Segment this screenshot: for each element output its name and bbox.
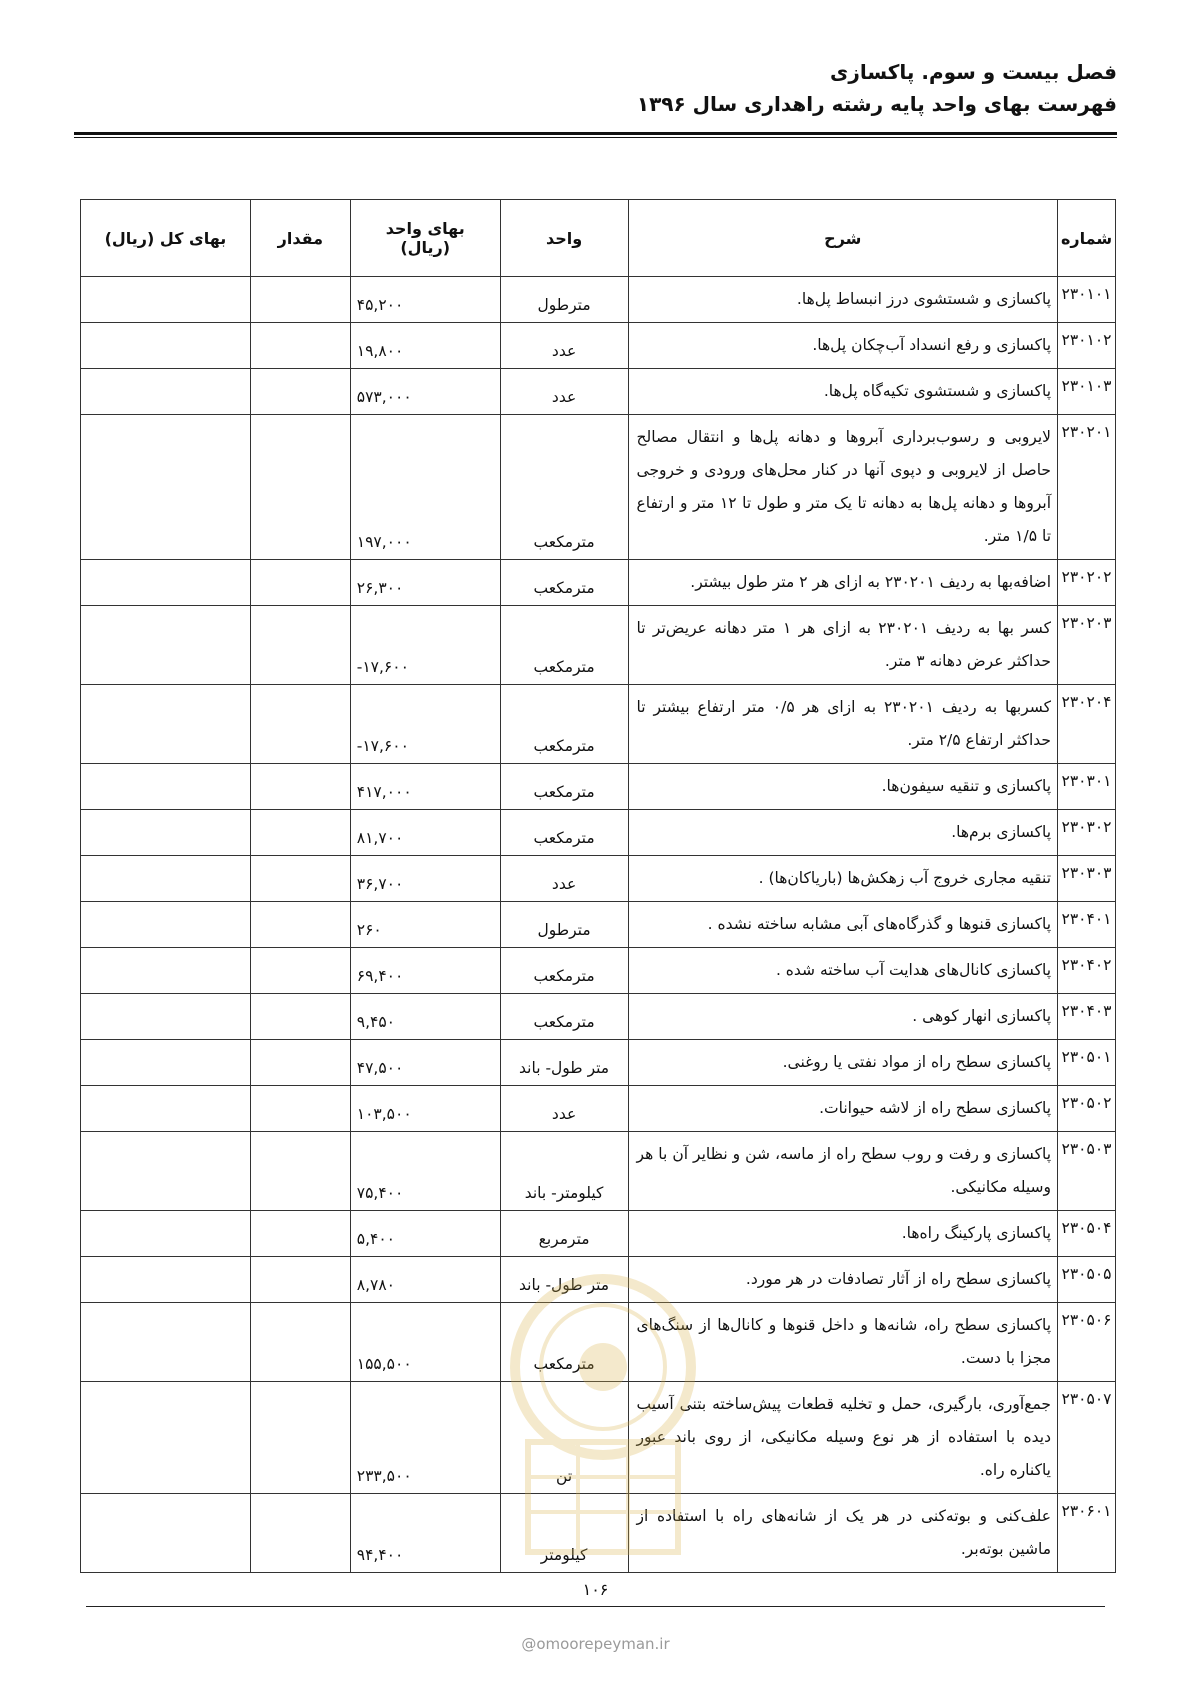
row-quantity <box>250 1494 350 1573</box>
row-code: ۲۳۰۵۰۲ <box>1058 1086 1116 1132</box>
header-unit: واحد <box>500 200 628 277</box>
row-unit: مترمکعب <box>500 810 628 856</box>
row-total-price <box>81 606 251 685</box>
row-unit: مترمکعب <box>500 560 628 606</box>
table-row <box>81 902 1116 948</box>
row-total-price <box>81 902 251 948</box>
row-code: ۲۳۰۵۰۵ <box>1058 1257 1116 1303</box>
row-code: ۲۳۰۵۰۴ <box>1058 1211 1116 1257</box>
row-unit-price: ۲۶۰ <box>350 902 500 948</box>
row-total-price <box>81 1086 251 1132</box>
row-quantity <box>250 1303 350 1382</box>
row-unit: عدد <box>500 369 628 415</box>
row-code: ۲۳۰۲۰۲ <box>1058 560 1116 606</box>
row-unit: مترمکعب <box>500 606 628 685</box>
row-total-price <box>81 1494 251 1573</box>
row-unit: مترمکعب <box>500 994 628 1040</box>
row-total-price <box>81 948 251 994</box>
row-unit: مترمکعب <box>500 1303 628 1382</box>
row-description: پاکسازی انهار کوهی . <box>628 994 1057 1040</box>
row-unit-price: -۱۷,۶۰۰ <box>350 685 500 764</box>
row-code: ۲۳۰۵۰۶ <box>1058 1303 1116 1382</box>
row-unit-price: ۵,۴۰۰ <box>350 1211 500 1257</box>
row-quantity <box>250 1086 350 1132</box>
row-code: ۲۳۰۱۰۳ <box>1058 369 1116 415</box>
row-unit: مترمربع <box>500 1211 628 1257</box>
table-row <box>81 856 1116 902</box>
row-unit-price: ۴۵,۲۰۰ <box>350 277 500 323</box>
row-description: پاکسازی سطح راه از آثار تصادفات در هر مورد. <box>628 1257 1057 1303</box>
row-total-price <box>81 1211 251 1257</box>
row-unit-price: ۶۹,۴۰۰ <box>350 948 500 994</box>
row-unit-price: ۱۰۳,۵۰۰ <box>350 1086 500 1132</box>
row-code: ۲۳۰۲۰۳ <box>1058 606 1116 685</box>
row-total-price <box>81 1040 251 1086</box>
row-description: پاکسازی سطح راه از مواد نفتی یا روغنی. <box>628 1040 1057 1086</box>
row-unit-price: ۴۷,۵۰۰ <box>350 1040 500 1086</box>
row-unit: مترمکعب <box>500 764 628 810</box>
table-row <box>81 1303 1116 1382</box>
header-rule-thin <box>74 137 1117 138</box>
row-unit-price: ۸,۷۸۰ <box>350 1257 500 1303</box>
row-description: کسر بها به ردیف ۲۳۰۲۰۱ به ازای هر ۱ متر دهانه عریض‌تر تا حداکثر عرض دهانه ۳ متر. <box>628 606 1057 685</box>
row-description: اضافه‌بها به ردیف ۲۳۰۲۰۱ به ازای هر ۲ متر طول بیشتر. <box>628 560 1057 606</box>
row-unit-price: ۷۵,۴۰۰ <box>350 1132 500 1211</box>
row-unit: مترمکعب <box>500 948 628 994</box>
row-unit: مترطول <box>500 277 628 323</box>
row-quantity <box>250 1211 350 1257</box>
table-row <box>81 948 1116 994</box>
row-unit-price: ۲۳۳,۵۰۰ <box>350 1382 500 1494</box>
row-description: پاکسازی برم‌ها. <box>628 810 1057 856</box>
row-unit: تن <box>500 1382 628 1494</box>
row-code: ۲۳۰۴۰۳ <box>1058 994 1116 1040</box>
row-code: ۲۳۰۵۰۳ <box>1058 1132 1116 1211</box>
row-quantity <box>250 277 350 323</box>
document-subtitle: فهرست بهای واحد پایه رشته راهداری سال ۱۳۹۶ <box>636 92 1117 116</box>
table-row <box>81 994 1116 1040</box>
table-row <box>81 810 1116 856</box>
table-row <box>81 277 1116 323</box>
row-unit: مترطول <box>500 902 628 948</box>
header-description: شرح <box>628 200 1057 277</box>
row-unit-price: ۳۶,۷۰۰ <box>350 856 500 902</box>
row-unit-price: ۹,۴۵۰ <box>350 994 500 1040</box>
row-description: لایروبی و رسوب‌برداری آبروها و دهانه پل‌ها و انتقال مصالح حاصل از لایروبی و دپوی آنها در کنار محل‌های ورودی و خروجی آبروها و دهانه پل‌ها به دهانه تا یک متر و طول تا ۱۲ متر و ارتفاع تا ۱/۵ متر. <box>628 415 1057 560</box>
row-unit: متر طول- باند <box>500 1257 628 1303</box>
table-row <box>81 369 1116 415</box>
row-unit: مترمکعب <box>500 415 628 560</box>
header-unit-price <box>350 200 500 277</box>
row-code: ۲۳۰۳۰۱ <box>1058 764 1116 810</box>
header-code: شماره <box>1058 200 1116 277</box>
row-total-price <box>81 1303 251 1382</box>
row-unit-price: ۴۱۷,۰۰۰ <box>350 764 500 810</box>
row-total-price <box>81 994 251 1040</box>
table-row <box>81 1086 1116 1132</box>
row-code: ۲۳۰۲۰۴ <box>1058 685 1116 764</box>
row-quantity <box>250 856 350 902</box>
row-quantity <box>250 810 350 856</box>
row-description: پاکسازی و رفع انسداد آب‌چکان پل‌ها. <box>628 323 1057 369</box>
row-total-price <box>81 1382 251 1494</box>
table-row <box>81 1257 1116 1303</box>
table-row <box>81 1382 1116 1494</box>
row-code: ۲۳۰۱۰۱ <box>1058 277 1116 323</box>
row-unit: متر طول- باند <box>500 1040 628 1086</box>
row-description: پاکسازی سطح راه، شانه‌ها و داخل قنوها و کانال‌ها از سنگ‌های مجزا با دست. <box>628 1303 1057 1382</box>
row-unit: عدد <box>500 1086 628 1132</box>
row-quantity <box>250 415 350 560</box>
table-body <box>81 277 1116 1573</box>
row-total-price <box>81 415 251 560</box>
row-total-price <box>81 1257 251 1303</box>
row-quantity <box>250 1040 350 1086</box>
price-list-table <box>80 199 1116 1573</box>
row-description: تنقیه مجاری خروج آب زهکش‌ها (باریاکان‌ها) . <box>628 856 1057 902</box>
table-row <box>81 560 1116 606</box>
row-unit-price: ۹۴,۴۰۰ <box>350 1494 500 1573</box>
header-unit-price-line1: بهای واحد <box>385 219 465 238</box>
row-unit: مترمکعب <box>500 685 628 764</box>
row-description: علف‌کنی و بوته‌کنی در هر یک از شانه‌های راه با استفاده از ماشین بوته‌بر. <box>628 1494 1057 1573</box>
header-unit-price-line2: (ریال) <box>400 238 451 257</box>
table-header-row <box>81 200 1116 277</box>
row-code: ۲۳۰۳۰۲ <box>1058 810 1116 856</box>
page-number: ۱۰۶ <box>582 1580 609 1599</box>
row-total-price <box>81 323 251 369</box>
page-header <box>74 60 1117 116</box>
row-total-price <box>81 277 251 323</box>
table-row <box>81 1494 1116 1573</box>
row-description: پاکسازی سطح راه از لاشه حیوانات. <box>628 1086 1057 1132</box>
header-quantity: مقدار <box>250 200 350 277</box>
row-description: پاکسازی پارکینگ راه‌ها. <box>628 1211 1057 1257</box>
row-code: ۲۳۰۴۰۲ <box>1058 948 1116 994</box>
row-unit: عدد <box>500 856 628 902</box>
row-quantity <box>250 1382 350 1494</box>
row-unit-price: ۱۹۷,۰۰۰ <box>350 415 500 560</box>
row-unit-price: ۱۵۵,۵۰۰ <box>350 1303 500 1382</box>
header-rule-thick <box>74 132 1117 135</box>
table-row <box>81 685 1116 764</box>
row-description: پاکسازی و رفت و روب سطح راه از ماسه، شن و نظایر آن با هر وسیله مکانیکی. <box>628 1132 1057 1211</box>
row-description: جمع‌آوری، بارگیری، حمل و تخلیه قطعات پیش‌ساخته بتنی آسیب دیده با استفاده از هر نوع وسیله مکانیکی، از روی باند عبور یاکناره راه. <box>628 1382 1057 1494</box>
row-total-price <box>81 764 251 810</box>
row-quantity <box>250 685 350 764</box>
row-code: ۲۳۰۲۰۱ <box>1058 415 1116 560</box>
row-description: کسربها به ردیف ۲۳۰۲۰۱ به ازای هر ۰/۵ متر ارتفاع بیشتر تا حداکثر ارتفاع ۲/۵ متر. <box>628 685 1057 764</box>
chapter-title: فصل بیست و سوم. پاکسازی <box>830 60 1117 84</box>
table-row <box>81 1040 1116 1086</box>
row-total-price <box>81 810 251 856</box>
row-unit: کیلومتر <box>500 1494 628 1573</box>
row-quantity <box>250 1132 350 1211</box>
table-row <box>81 415 1116 560</box>
row-quantity <box>250 902 350 948</box>
row-quantity <box>250 369 350 415</box>
row-unit-price: ۲۶,۳۰۰ <box>350 560 500 606</box>
row-code: ۲۳۰۴۰۱ <box>1058 902 1116 948</box>
row-total-price <box>81 685 251 764</box>
table-row <box>81 1132 1116 1211</box>
row-description: پاکسازی و تنقیه سیفون‌ها. <box>628 764 1057 810</box>
footer-rule <box>86 1606 1105 1607</box>
table-row <box>81 606 1116 685</box>
row-quantity <box>250 948 350 994</box>
row-total-price <box>81 369 251 415</box>
row-code: ۲۳۰۳۰۳ <box>1058 856 1116 902</box>
row-total-price <box>81 560 251 606</box>
row-description: پاکسازی قنوها و گذرگاه‌های آبی مشابه ساخته نشده . <box>628 902 1057 948</box>
row-unit-price: ۵۷۳,۰۰۰ <box>350 369 500 415</box>
row-quantity <box>250 1257 350 1303</box>
row-quantity <box>250 764 350 810</box>
row-total-price <box>81 1132 251 1211</box>
row-code: ۲۳۰۱۰۲ <box>1058 323 1116 369</box>
row-total-price <box>81 856 251 902</box>
row-unit-price: -۱۷,۶۰۰ <box>350 606 500 685</box>
table-row <box>81 764 1116 810</box>
row-unit-price: ۸۱,۷۰۰ <box>350 810 500 856</box>
table-row <box>81 323 1116 369</box>
row-unit: کیلومتر- باند <box>500 1132 628 1211</box>
row-unit: عدد <box>500 323 628 369</box>
row-unit-price: ۱۹,۸۰۰ <box>350 323 500 369</box>
watermark-text: @omoorepeyman.ir <box>521 1635 670 1653</box>
row-description: پاکسازی و شستشوی تکیه‌گاه پل‌ها. <box>628 369 1057 415</box>
row-code: ۲۳۰۶۰۱ <box>1058 1494 1116 1573</box>
row-code: ۲۳۰۵۰۱ <box>1058 1040 1116 1086</box>
row-quantity <box>250 323 350 369</box>
row-code: ۲۳۰۵۰۷ <box>1058 1382 1116 1494</box>
row-description: پاکسازی کانال‌های هدایت آب ساخته شده . <box>628 948 1057 994</box>
row-description: پاکسازی و شستشوی درز انبساط پل‌ها. <box>628 277 1057 323</box>
row-quantity <box>250 560 350 606</box>
row-quantity <box>250 606 350 685</box>
table-row <box>81 1211 1116 1257</box>
row-quantity <box>250 994 350 1040</box>
header-total-price: بهای کل (ریال) <box>81 200 251 277</box>
